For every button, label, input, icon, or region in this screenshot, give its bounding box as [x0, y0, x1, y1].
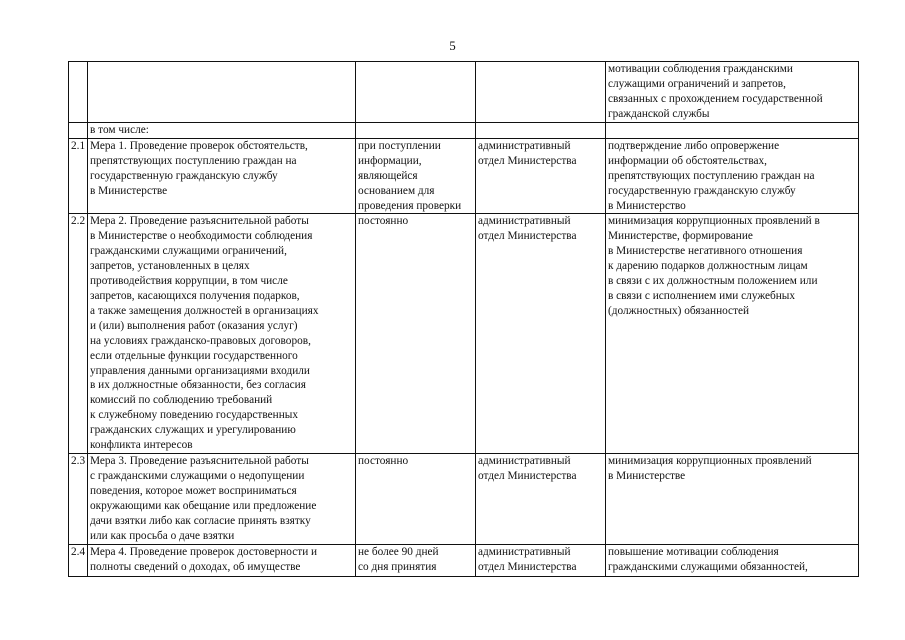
result-cell: [606, 123, 859, 139]
measure-cell: Мера 2. Проведение разъяснительной работы в Министерстве о необходимости соблюдения гражданскими служащими ограничений, запретов, установленных в целях противодействия коррупции, в том числе запретов, касающихся получения подарков, а также замещения должностей в организациях и (или) выполнения работ (оказания услуг) на условиях гражданско-правовых договоров, если отдельные функции государственного управления данными организациями входили в их должностные обязанности, без согласия комиссий по соблюдению требований к служебному поведению государственных гражданских служащих и урегулированию конфликта интересов: [88, 214, 356, 454]
table-row: [69, 454, 859, 545]
executor-cell: [476, 62, 606, 123]
table-row: [69, 123, 859, 139]
result-cell: минимизация коррупционных проявлений в Министерстве, формирование в Министерстве негативного отношения к дарению подарков должностным лицам в связи с их должностным положением или в связи с исполнением ими служебных (должностных) обязанностей: [606, 214, 859, 454]
result-cell: минимизация коррупционных проявлений в Министерстве: [606, 454, 859, 545]
deadline-cell: [356, 62, 476, 123]
row-number: 2.4: [69, 545, 88, 577]
page-number: 5: [449, 38, 456, 53]
executor-cell: административный отдел Министерства: [476, 214, 606, 454]
table-row: [69, 214, 859, 454]
result-cell: мотивации соблюдения гражданскими служащими ограничений и запретов, связанных с прохождением государственной гражданской службы: [606, 62, 859, 123]
executor-cell: административный отдел Министерства: [476, 138, 606, 214]
table-row: [69, 138, 859, 214]
table-row: [69, 62, 859, 123]
deadline-cell: [356, 123, 476, 139]
measure-cell: Мера 1. Проведение проверок обстоятельств, препятствующих поступлению граждан на государственную гражданскую службу в Министерстве: [88, 138, 356, 214]
executor-cell: [476, 123, 606, 139]
measure-cell: Мера 4. Проведение проверок достоверности и полноты сведений о доходах, об имуществе: [88, 545, 356, 577]
row-number: 2.1: [69, 138, 88, 214]
row-number: [69, 62, 88, 123]
measure-cell: в том числе:: [88, 123, 356, 139]
deadline-cell: постоянно: [356, 454, 476, 545]
measure-cell: [88, 62, 356, 123]
executor-cell: административный отдел Министерства: [476, 454, 606, 545]
deadline-cell: при поступлении информации, являющейся основанием для проведения проверки: [356, 138, 476, 214]
table-row: [69, 545, 859, 577]
result-cell: повышение мотивации соблюдения гражданскими служащими обязанностей,: [606, 545, 859, 577]
result-cell: подтверждение либо опровержение информации об обстоятельствах, препятствующих поступлению граждан на государственную гражданскую службу в Министерство: [606, 138, 859, 214]
deadline-cell: не более 90 дней со дня принятия: [356, 545, 476, 577]
row-number: 2.2: [69, 214, 88, 454]
deadline-cell: постоянно: [356, 214, 476, 454]
row-number: 2.3: [69, 454, 88, 545]
executor-cell: административный отдел Министерства: [476, 545, 606, 577]
measure-cell: Мера 3. Проведение разъяснительной работы с гражданскими служащими о недопущении поведения, которое может восприниматься окружающими как обещание или предложение дачи взятки либо как согласие принять взятку или как просьба о даче взятки: [88, 454, 356, 545]
row-number: [69, 123, 88, 139]
measures-table: [68, 61, 859, 577]
